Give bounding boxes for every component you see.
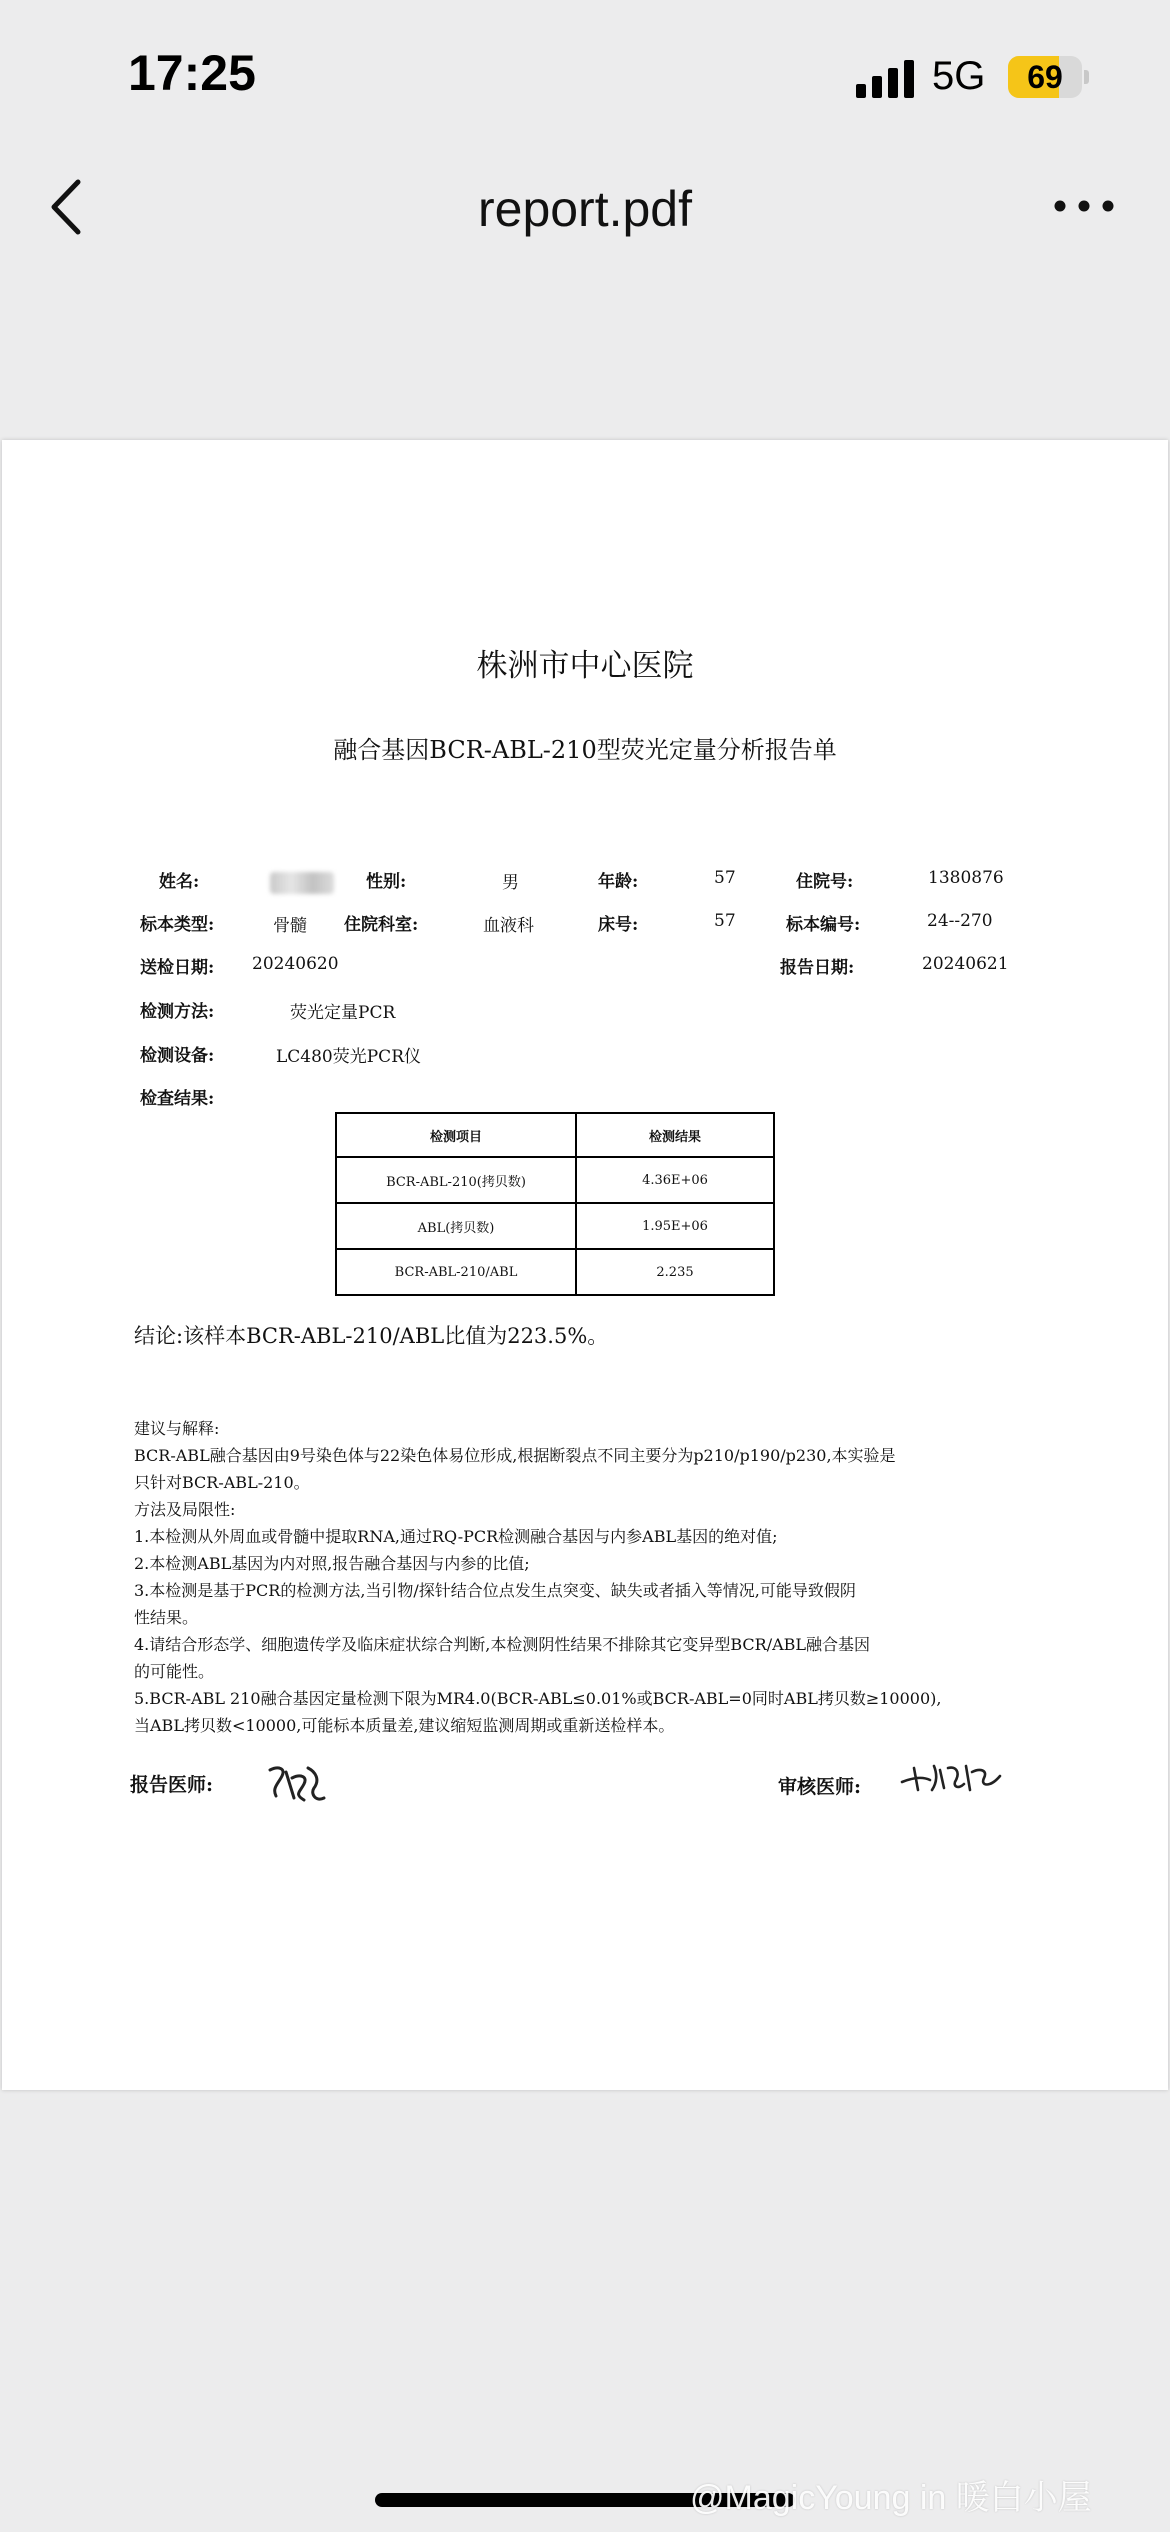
notes-line: 2.本检测ABL基因为内对照,报告融合基因与内参的比值; [134,1554,530,1573]
status-bar [0,0,1170,150]
watermark: @MagicYoung in 暖白小屋 [690,2479,1092,2517]
battery-level: 69 [1027,59,1063,95]
more-horizontal-icon [1052,186,1116,226]
age-label: 年龄: [598,872,639,892]
notes-line: 当ABL拷贝数<10000,可能标本质量差,建议缩短监测周期或重新送检样本。 [134,1716,675,1735]
name-label: 姓名: [159,872,200,892]
hospital-name: 株洲市中心医院 [476,648,694,684]
bed-label: 床号: [598,915,639,935]
table-cell: BCR-ABL-210/ABL [336,1249,576,1295]
gender-value: 男 [502,873,519,893]
report-document [2,440,1168,2090]
notes-line: 方法及局限性: [134,1500,236,1519]
notes-line: BCR-ABL融合基因由9号染色体与22染色体易位形成,根据断裂点不同主要分为p210/p190/p230,本实验是 [134,1446,896,1465]
table-row [336,1157,774,1203]
table-cell: 1.95E+06 [576,1203,774,1249]
report-title: 融合基因BCR-ABL-210型荧光定量分析报告单 [333,736,837,764]
age-value: 57 [714,868,736,888]
table-row [336,1249,774,1295]
gender-label: 性别: [366,872,407,892]
admission-no-label: 住院号: [796,872,854,892]
notes-line: 1.本检测从外周血或骨髓中提取RNA,通过RQ-PCR检测融合基因与内参ABL基因的绝对值; [134,1527,778,1546]
results-table [335,1112,775,1296]
redacted-name [270,872,334,894]
network-type: 5G [932,54,986,98]
pdf-page[interactable] [2,440,1168,2090]
table-cell: BCR-ABL-210(拷贝数) [336,1157,576,1203]
table-row [336,1203,774,1249]
method-label: 检测方法: [140,1002,215,1022]
sample-no-label: 标本编号: [786,915,861,935]
bed-value: 57 [714,911,736,931]
submit-date-value: 20240620 [252,954,339,974]
notes-line: 建议与解释: [134,1419,220,1438]
notes-line: 性结果。 [134,1608,199,1627]
reviewer-signature [900,1756,1004,1796]
device-label: 检测设备: [140,1046,215,1066]
battery-icon [1008,56,1088,98]
notes-line: 4.请结合形态学、细胞遗传学及临床症状综合判断,本检测阴性结果不排除其它变异型BCR/ABL融合基因 [134,1635,871,1654]
table-header-row [336,1113,774,1157]
nav-bar [0,150,1170,270]
document-title: report.pdf [477,181,692,237]
notes-line: 3.本检测是基于PCR的检测方法,当引物/探针结合位点发生点突变、缺失或者插入等情况,可能导致假阴 [134,1581,856,1600]
table-cell: 4.36E+06 [576,1157,774,1203]
department-value: 血液科 [483,916,534,936]
notes-section [134,1415,1014,1739]
sample-type-label: 标本类型: [140,915,215,935]
department-label: 住院科室: [344,915,419,935]
notes-line: 的可能性。 [134,1662,215,1681]
table-header: 检测项目 [336,1113,576,1157]
status-time: 17:25 [128,45,256,101]
device-value: LC480荧光PCR仪 [276,1047,421,1067]
report-date-label: 报告日期: [780,958,855,978]
reviewer-label: 审核医师: [778,1776,862,1798]
notes-line: 5.BCR-ABL 210融合基因定量检测下限为MR4.0(BCR-ABL≤0.01%或BCR-ABL=0同时ABL拷贝数≥10000), [134,1689,942,1708]
method-value: 荧光定量PCR [290,1003,396,1023]
cellular-signal-icon [856,58,916,98]
reporter-label: 报告医师: [130,1774,214,1796]
table-header: 检测结果 [576,1113,774,1157]
conclusion-text: 结论:该样本BCR-ABL-210/ABL比值为223.5%。 [134,1324,609,1348]
sample-no-value: 24--270 [927,911,993,931]
table-cell: 2.235 [576,1249,774,1295]
result-label: 检查结果: [140,1089,215,1109]
submit-date-label: 送检日期: [140,958,215,978]
reporter-signature [264,1758,328,1808]
more-button[interactable] [1052,186,1116,226]
report-date-value: 20240621 [922,954,1009,974]
table-cell: ABL(拷贝数) [336,1203,576,1249]
notes-line: 只针对BCR-ABL-210。 [134,1473,310,1492]
admission-no-value: 1380876 [928,868,1004,888]
sample-type-value: 骨髓 [273,916,307,936]
